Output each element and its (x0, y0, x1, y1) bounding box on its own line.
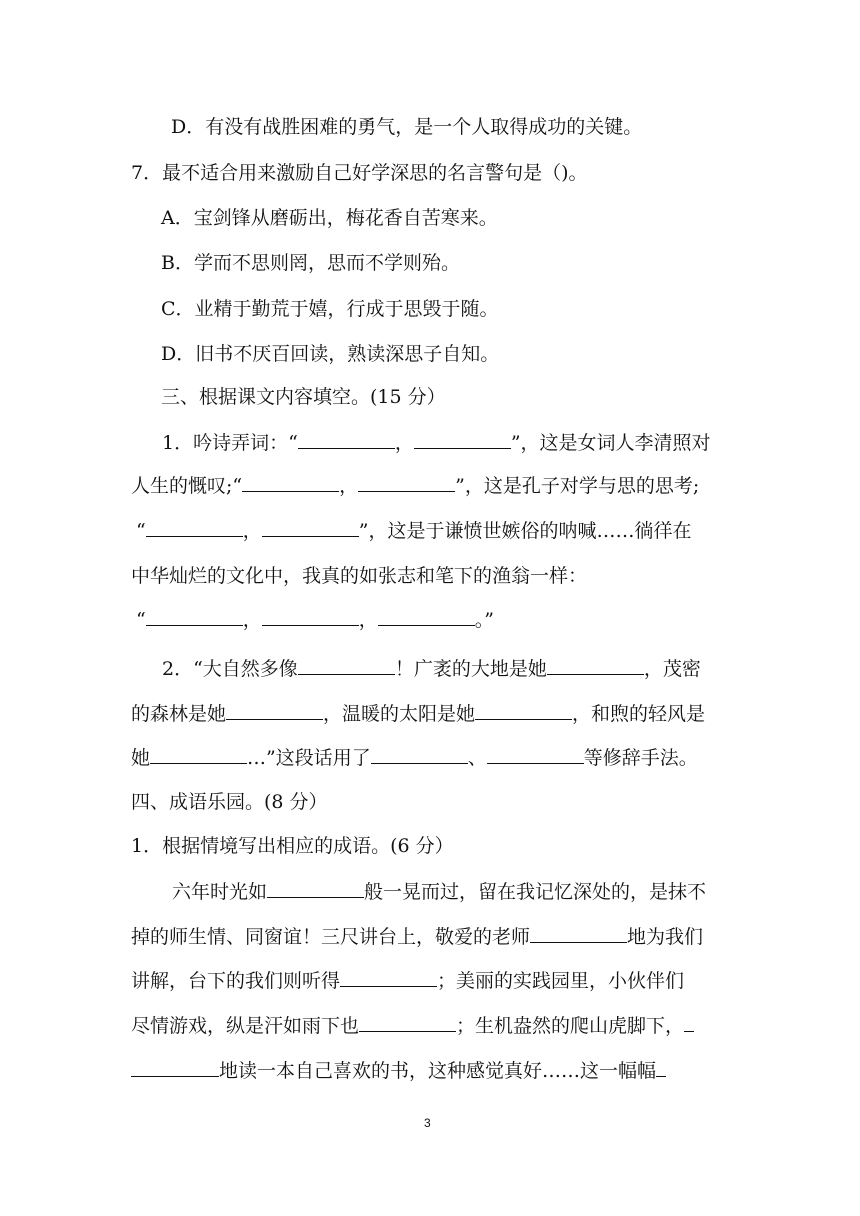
idiom-line-1 (172, 880, 706, 904)
idiom-line-4 (131, 1014, 694, 1038)
blank (262, 519, 359, 537)
fill-line-3 (136, 519, 691, 543)
text-segment: 讲解，台下的我们则听得 (131, 970, 341, 992)
text-segment: ，温暖的太阳是她 (323, 703, 476, 725)
blank (371, 746, 468, 764)
fill-line-7 (131, 702, 705, 726)
text-segment: 地为我们 (627, 926, 704, 948)
fill-line-8 (131, 746, 698, 770)
blank (226, 702, 323, 720)
blank (358, 474, 455, 492)
text-segment: “ (136, 609, 146, 631)
blank (475, 702, 572, 720)
text-segment: 她 (131, 747, 151, 769)
page-number: 3 (424, 1116, 431, 1130)
blank (487, 746, 584, 764)
fill-line-4: 中华灿烂的文化中，我真的如张志和笔下的渔翁一样： (131, 565, 588, 587)
blank (298, 657, 395, 675)
subquestion-1: 1．根据情境写出相应的成语。(6 分） (131, 835, 454, 857)
text-segment: ，茂密 (643, 658, 701, 680)
blank (359, 1014, 456, 1032)
blank (146, 519, 243, 537)
text-segment: 、 (467, 747, 487, 769)
fill-line-1 (162, 431, 711, 455)
text-segment: 般一晃而过，留在我记忆深处的，是抹不 (364, 881, 707, 903)
text-segment: ！广袤的大地是她 (394, 658, 547, 680)
text-segment: ， (358, 609, 378, 631)
text-segment: ”，这是女词人李清照对 (510, 432, 711, 454)
blank (150, 746, 247, 764)
blank (530, 925, 627, 943)
question-7: 7．最不适合用来激励自己好学深思的名言警句是（)。 (131, 162, 588, 184)
blank (267, 880, 364, 898)
idiom-line-3 (131, 969, 684, 993)
idiom-line-2 (131, 925, 703, 949)
section-4-heading: 四、成语乐园。(8 分） (131, 791, 328, 813)
text-segment: 尽情游戏，纵是汗如雨下也 (131, 1015, 360, 1037)
option-d-q7: D．旧书不厌百回读，熟读深思子自知。 (161, 343, 500, 365)
text-segment: 。” (474, 609, 494, 631)
text-segment: “ (136, 520, 146, 542)
fill-line-5 (136, 608, 494, 632)
text-segment: 六年时光如 (172, 881, 268, 903)
text-segment: ， (242, 609, 262, 631)
option-d-q6: D．有没有战胜困难的勇气，是一个人取得成功的关键。 (171, 116, 643, 138)
blank (684, 1014, 694, 1032)
blank (656, 1059, 666, 1077)
text-segment: ”，这是孔子对学与思的思考; (455, 475, 700, 497)
blank (242, 474, 339, 492)
text-segment: ；生机盎然的爬山虎脚下， (456, 1015, 685, 1037)
text-segment: 人生的慨叹;“ (131, 475, 243, 497)
section-3-heading: 三、根据课文内容填空。(15 分） (161, 386, 446, 408)
text-segment: 2．“大自然多像 (162, 658, 298, 680)
text-segment: ， (242, 520, 262, 542)
text-segment: ”，这是于谦愤世嫉俗的呐喊……徜徉在 (358, 520, 692, 542)
text-segment: 掉的师生情、同窗谊！三尺讲台上，敬爱的老师 (131, 926, 531, 948)
fill-line-6 (162, 657, 701, 681)
text-segment: ， (394, 432, 414, 454)
blank (340, 969, 437, 987)
fill-line-2 (131, 474, 699, 498)
text-segment: 地读一本自己喜欢的书，这种感觉真好……这一幅幅 (219, 1060, 657, 1082)
blank (262, 608, 359, 626)
blank (298, 431, 395, 449)
blank (547, 657, 644, 675)
option-c-q7: C．业精于勤荒于嬉，行成于思毁于随。 (161, 298, 499, 320)
text-segment: 等修辞手法。 (583, 747, 698, 769)
text-segment: 的森林是她 (131, 703, 227, 725)
text-segment: ， (339, 475, 359, 497)
text-segment: …”这段话用了 (247, 747, 371, 769)
blank (378, 608, 475, 626)
blank (146, 608, 243, 626)
text-segment: 1．吟诗弄词：“ (162, 432, 298, 454)
idiom-line-5 (131, 1059, 666, 1083)
option-a-q7: A．宝剑锋从磨砺出，梅花香自苦寒来。 (161, 207, 498, 229)
text-segment: ；美丽的实践园里，小伙伴们 (437, 970, 685, 992)
blank (414, 431, 511, 449)
option-b-q7: B．学而不思则罔，思而不学则殆。 (161, 252, 460, 274)
text-segment: ，和煦的轻风是 (572, 703, 706, 725)
blank (131, 1059, 219, 1077)
